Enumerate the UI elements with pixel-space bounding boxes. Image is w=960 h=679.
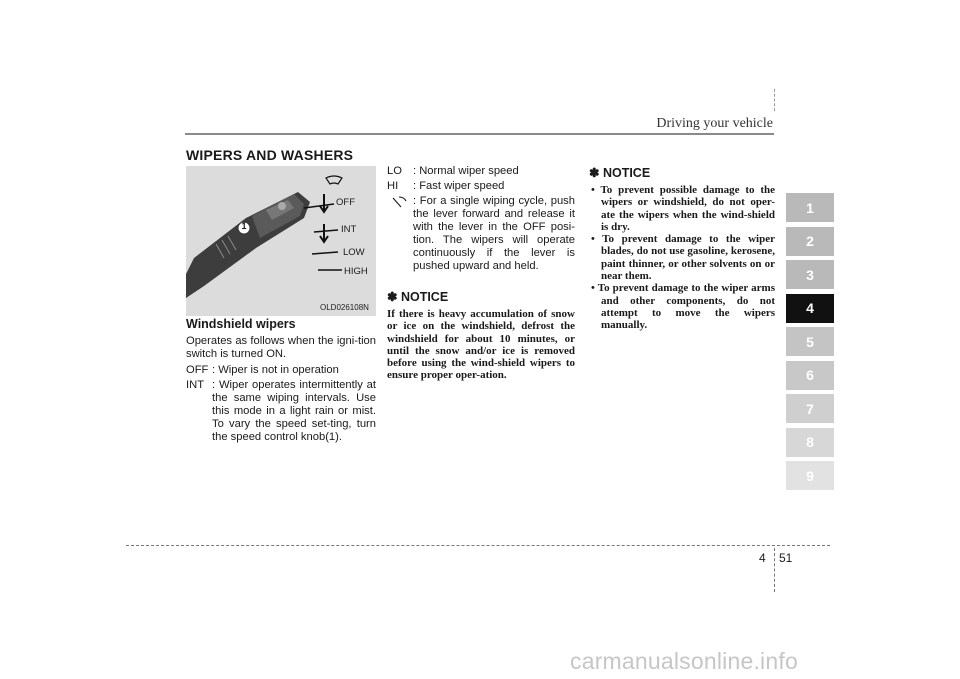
chapter-tabs <box>786 193 834 495</box>
chapter-tab-7[interactable]: 7 <box>786 394 834 423</box>
list-item: • To prevent damage to the wiper arms and other components, do not attempt to move the wipers manually. <box>591 282 775 332</box>
list-item: • To prevent damage to the wiper blades, do not use gasoline, kerosene, paint thinner, or other solvents on or near them. <box>591 233 775 283</box>
notice-heading: ✽ NOTICE <box>589 166 651 180</box>
list-item: • To prevent possible damage to the wipers or windshield, do not oper-ate the wipers when the wind-shield is dry. <box>591 184 775 233</box>
chapter-tab-2[interactable]: 2 <box>786 227 834 256</box>
mode-text: : Normal wiper speed <box>413 165 519 177</box>
wiper-lever-figure <box>186 166 376 316</box>
mist-wiper-icon <box>387 195 413 273</box>
section-title: WIPERS AND WASHERS <box>186 147 354 163</box>
figure-code: OLD026108N <box>320 303 369 312</box>
chapter-tab-3[interactable]: 3 <box>786 260 834 289</box>
mode-text: : Wiper operates intermittently at the same wiping intervals. Use this mode in a light rain or mist. To vary the speed set-ting, turn the speed control knob(1). <box>212 379 376 443</box>
header-rule <box>185 133 774 135</box>
chapter-tab-1[interactable]: 1 <box>786 193 834 222</box>
chapter-tab-5[interactable]: 5 <box>786 327 834 356</box>
watermark: carmanualsonline.info <box>570 648 798 674</box>
mode-key: INT <box>186 379 205 391</box>
mode-text: : Wiper is not in operation <box>212 364 339 376</box>
footer-rule <box>126 545 830 546</box>
label-int: INT <box>341 224 357 235</box>
windshield-wipers-heading: Windshield wipers <box>186 317 296 331</box>
chapter-tab-8[interactable]: 8 <box>786 428 834 457</box>
chapter-tab-4[interactable]: 4 <box>786 294 834 323</box>
mode-row-off <box>186 364 376 377</box>
label-off: OFF <box>336 197 355 208</box>
mode-key: LO <box>387 165 402 177</box>
label-high: HIGH <box>344 266 368 277</box>
crop-mark <box>774 548 775 592</box>
mode-row-int <box>186 379 376 444</box>
mode-text: : For a single wiping cycle, push the lever forward and release it with the lever in the OFF posi-tion. The wipers will operate continuously if the lever is pushed upward and held. <box>413 195 575 272</box>
crop-mark <box>774 89 775 111</box>
windshield-intro: Operates as follows when the igni-tion switch is turned ON. <box>186 335 376 360</box>
column-two <box>387 165 575 382</box>
wiper-lever-illustration <box>186 166 376 316</box>
chapter-number: 4 <box>759 551 766 565</box>
windshield-wipers-section <box>186 318 376 446</box>
mode-key: HI <box>387 180 399 192</box>
running-header: Driving your vehicle <box>656 116 773 131</box>
notice-heading: ✽ NOTICE <box>387 290 449 304</box>
callout-1: 1 <box>241 221 247 231</box>
chapter-tab-9[interactable]: 9 <box>786 461 834 490</box>
label-low: LOW <box>343 247 365 258</box>
mode-row-hi <box>387 180 575 193</box>
notice-list <box>589 184 775 332</box>
mode-row-lo <box>387 165 575 178</box>
notice-body: If there is heavy accumulation of snow or ice on the windshield, defrost the windshield for about 10 minutes, or until the snow and/or ice is removed before using the wind-shield wipers to ensure proper oper-ation. <box>387 308 575 382</box>
chapter-tab-6[interactable]: 6 <box>786 361 834 390</box>
mode-text: : Fast wiper speed <box>413 180 505 192</box>
mode-key: OFF <box>186 364 209 376</box>
column-three <box>589 165 775 332</box>
page-number: 51 <box>779 551 793 565</box>
mode-row-mist <box>387 195 575 273</box>
